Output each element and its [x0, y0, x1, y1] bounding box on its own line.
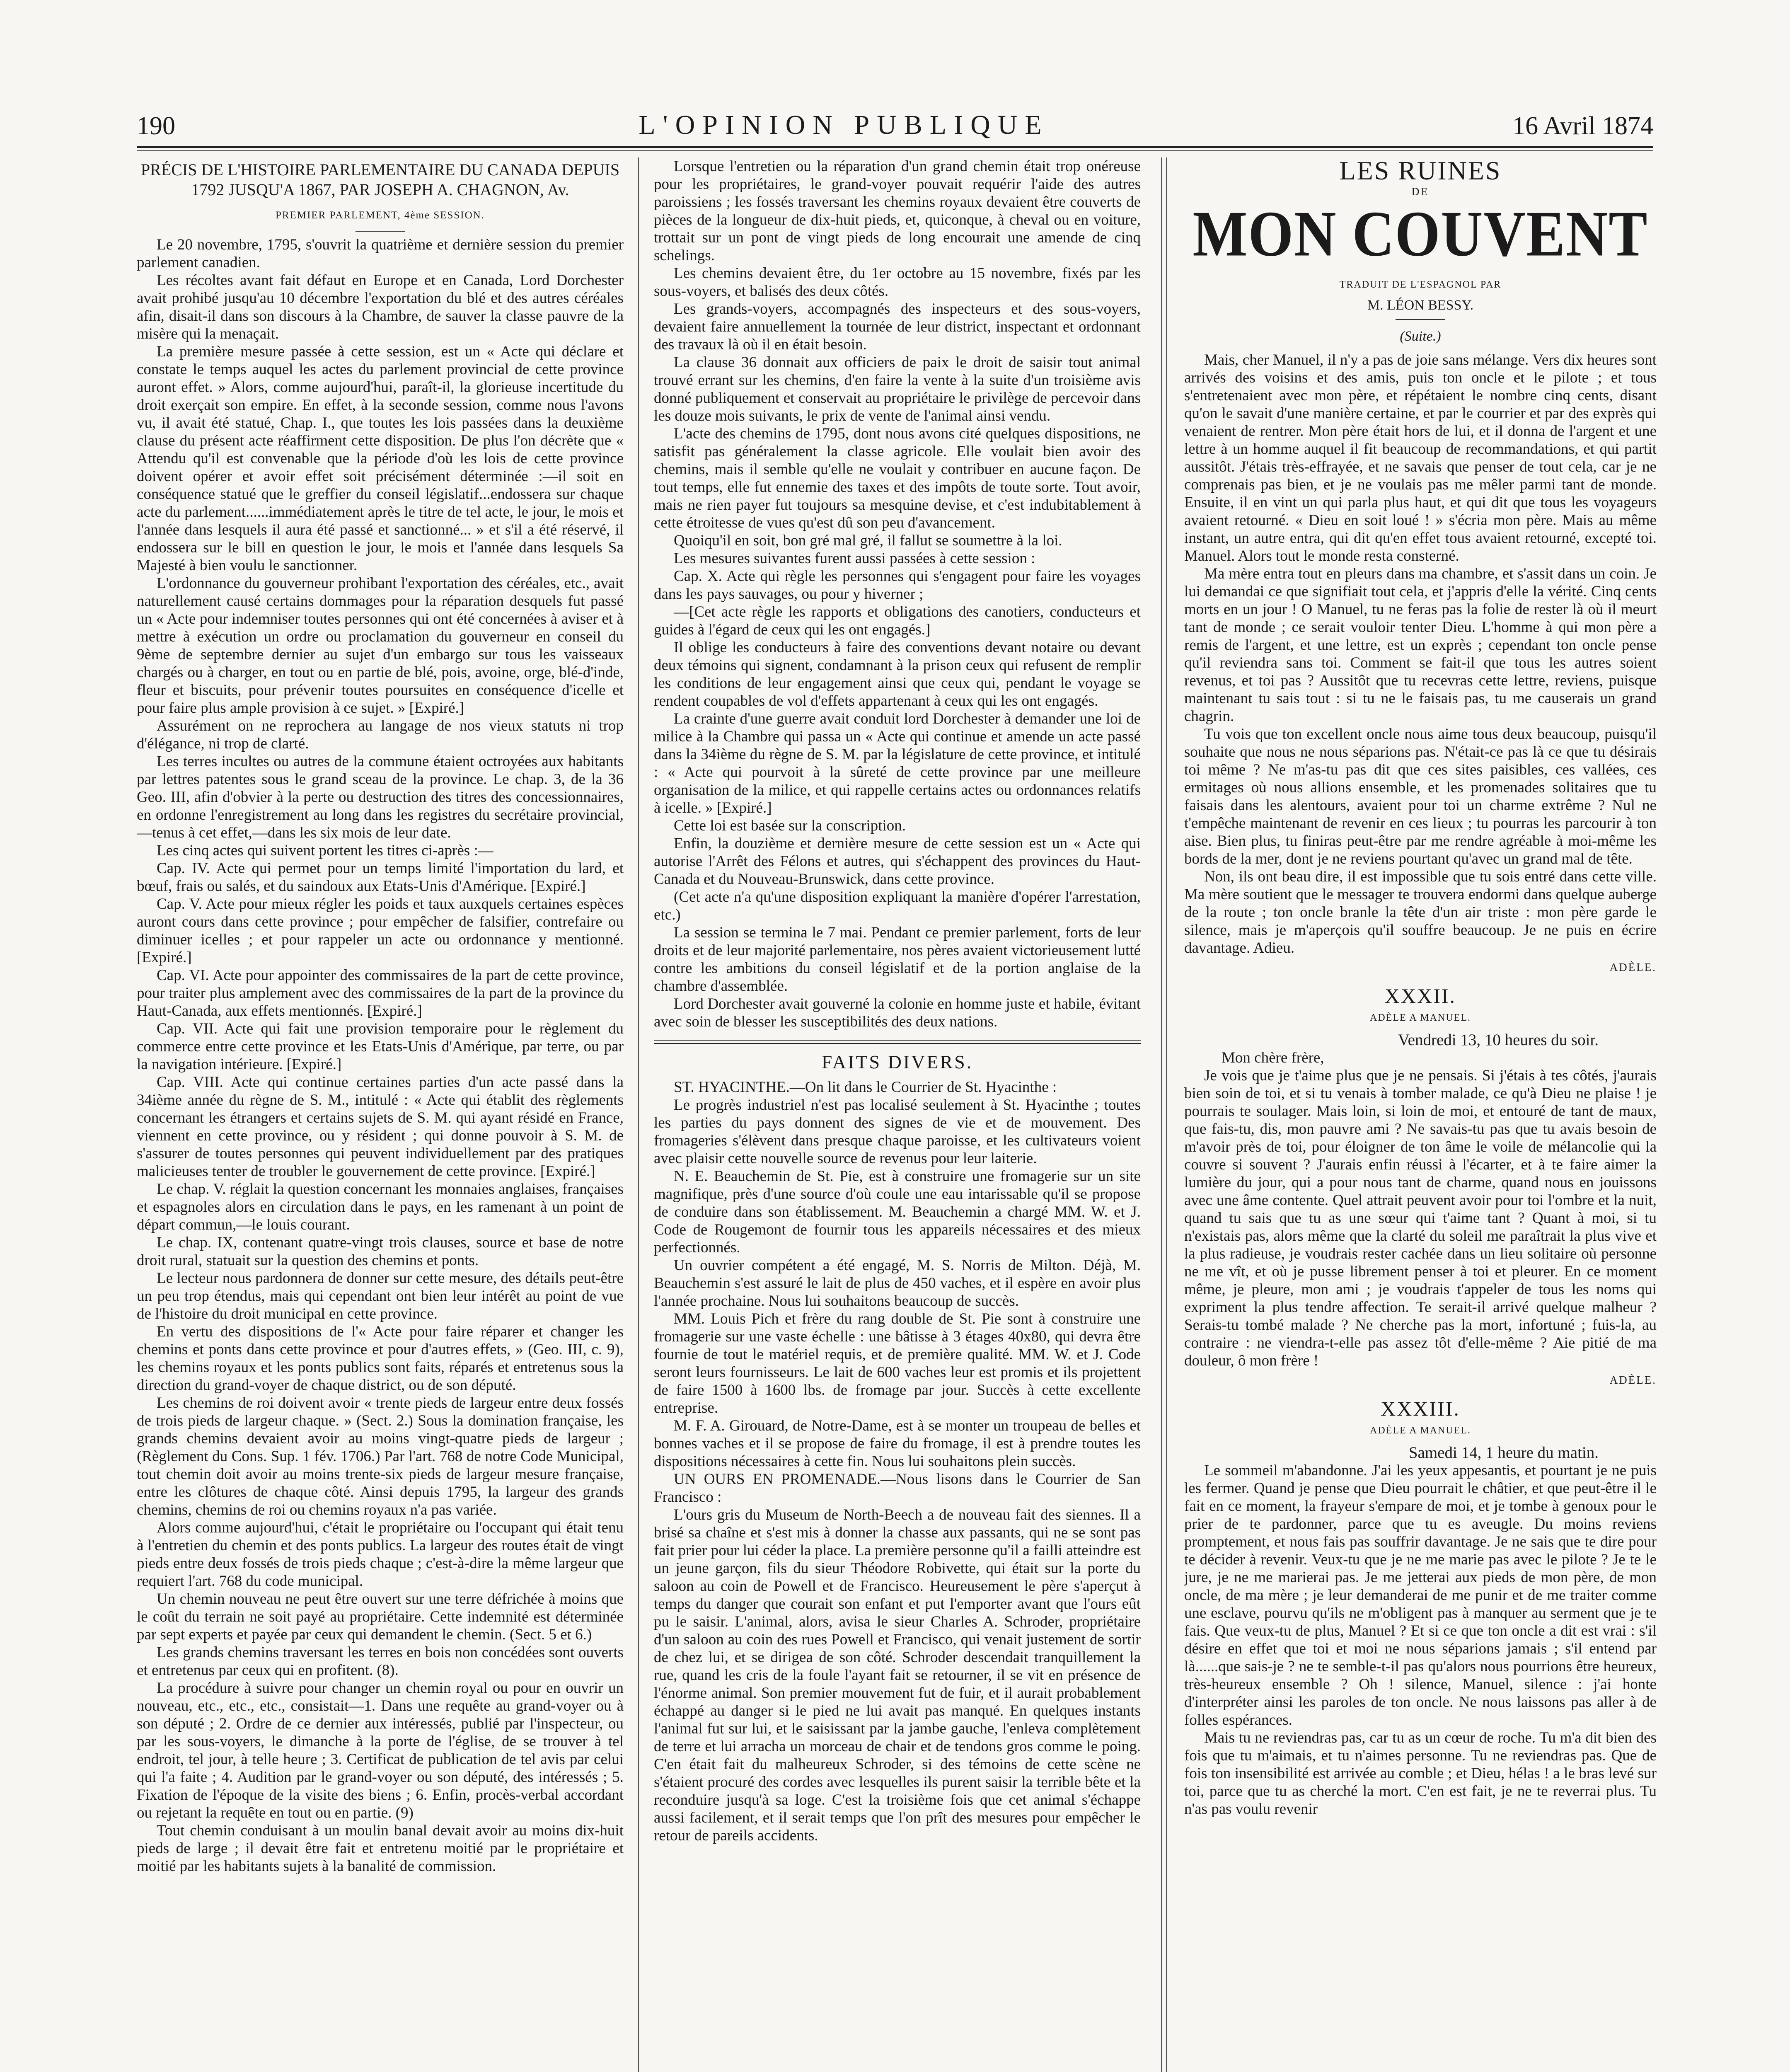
- paragraph: La procédure à suivre pour changer un chemin royal ou pour en ouvrir un nouveau, etc., etc., etc., consistait—1. Dans une requête au grand-voyer ou à son député ; 2. Ordre de ce dernier aux intéressés, publié par l'inspecteur, ou par les sous-voyers, le dimanche à la porte de l'église, de se trouver à tel endroit, tel jour, à telle heure ; 3. Certificat de publication de tel avis par celui qui l'a faite ; 4. Audition par le grand-voyer ou son député, des intéressés ; 5. Fixation de l'époque de la visite des biens ; 6. Enfin, procès-verbal accordant ou rejetant la requête en tout ou en partie. (9): [137, 1680, 624, 1821]
- issue-date: 16 Avril 1874: [1512, 112, 1653, 140]
- paragraph: (Cet acte n'a qu'une disposition expliquant la manière d'opérer l'arrestation, etc.): [654, 888, 1141, 923]
- letter-signature: ADÈLE.: [1609, 1374, 1657, 1386]
- letter-salutation: Mon chère frère,: [1222, 1049, 1324, 1066]
- paragraph: Le sommeil m'abandonne. J'ai les yeux appesantis, et pourtant je ne puis les fermer. Quand je pense que Dieu pourrait le châtier, et que peut-être il le fait en ce moment, la frayeur s'empare de moi, et je tombe à genoux pour le prier de te pardonner, parce que tu es aveugle. Du moins reviens promptement, et nous fais pas souffrir davantage. Je ne sais que te dire pour te décider à revenir. Veux-tu que je ne me marie pas avec le pilote ? Je te le jure, je ne me marierai pas. Je me jetterai aux pieds de mon père, de mon oncle, de ma mère ; je leur demanderai de me punir et de me traiter comme une esclave, pourvu qu'ils ne m'obligent pas à manquer au serment que je te fais. Que veux-tu de plus, Manuel ? Et si ce que ton oncle a dit est vrai : s'il désire en effet que toi et moi ne nous séparions jamais ; s'il entend par là......que sais-je ? ne te semble-t-il pas qu'alors nous pourrions être heureux, très-heureux ensemble ? Oh ! silence, Manuel, silence : j'ai honte d'interpréter ainsi les paroles de ton oncle. Ne nous laissons pas aller à de folles espérances.: [1184, 1462, 1657, 1728]
- divider: [356, 231, 405, 232]
- article-subtitle: PREMIER PARLEMENT, 4ème SESSION.: [275, 210, 485, 221]
- letter-body: [1184, 1067, 1657, 1370]
- article-body: [137, 236, 624, 1875]
- chapter-heading: ADÈLE A MANUEL.: [1370, 1012, 1471, 1023]
- paragraph: La première mesure passée à cette session, est un « Acte qui déclare et constate le temps auquel les actes du parlement provincial de cette province auront effet. » Alors, comme aujourd'hui, paraît-il, la glorieuse incertitude du droit exerçait son empire. En effet, à la seconde session, comme nous l'avons vu, il avait été statué, Chap. I., que toutes les lois passées dans la deuxième clause du présent acte réaffirment cette disposition. De plus l'on décrète que « Attendu qu'il est convenable que la période d'où les lois de cette province doivent opérer et avoir effet soit précisément déterminée :—il soit en conséquence statué que le greffier du conseil législatif...endossera sur chaque acte du parlement......immédiatement après le titre de tel acte, le jour, le mois et l'année dans lesquels il aura été passé et sanctionné... » et s'il a été réservé, il endossera sur le bill en question le jour, le mois et l'année dans lesquels Sa Majesté à bien voulu le sanctionner.: [137, 343, 624, 574]
- paragraph: Assurément on ne reprochera au langage de nos vieux statuts ni trop d'élégance, ni trop de clarté.: [137, 717, 624, 752]
- article-body: [654, 157, 1141, 1031]
- translator-name: M. LÉON BESSY.: [1367, 298, 1474, 313]
- letter-dateline: Samedi 14, 1 heure du matin.: [1408, 1444, 1599, 1462]
- paragraph: Les grands chemins traversant les terres en bois non concédées sont ouverts et entretenus par ceux qui en profitent. (8).: [137, 1644, 624, 1679]
- paragraph: Cap. VIII. Acte qui continue certaines parties d'un acte passé dans la 34ième année du règne de S. M., intitulé : « Acte qui établit des règlements concernant les étrangers et certains sujets de S. M. qui ayant résidé en France, viennent en cette province, ou y résident ; qui donne pouvoir à S. M. de s'assurer de toutes personnes qui peuvent individuellement par des pratiques malicieuses tenter de troubler le gouvernement de cette province. [Expiré.]: [137, 1074, 624, 1180]
- letter-body: [1184, 351, 1657, 957]
- paragraph: —[Cet acte règle les rapports et obligations des canotiers, conducteurs et guides à l'égard de ceux qui les ont engagés.]: [654, 603, 1141, 638]
- paragraph: Cap. V. Acte pour mieux régler les poids et taux auxquels certaines espèces auront cours dans cette province ; pour empêcher de falsifier, contrefaire ou diminuer icelles ; et pour rappeler un acte ou ordonnance y mentionné. [Expiré.]: [137, 896, 624, 966]
- paragraph: Le chap. V. réglait la question concernant les monnaies anglaises, françaises et espagnoles alors en circulation dans le pays, en les ramenant à un point de départ commun,—le louis courant.: [137, 1181, 624, 1233]
- paragraph: Tu vois que ton excellent oncle nous aime tous deux beaucoup, puisqu'il souhaite que nous ne nous séparions pas. N'était-ce pas là ce que tu désirais toi même ? Ne m'as-tu pas dit que ces sites paisibles, ces vallées, ces ermitages où nous allions ensemble, et les promenades solitaires que tu faisais dans les alentours, avaient pour toi un charme extrême ? Nul ne t'empêche maintenant de revenir en ces lieux ; tu pourras les parcourir à ton aise. Bien plus, tu finiras peut-être par me rendre agréable à moi-même les bords de la mer, dont je ne reviens pourtant qu'avec un grand mal de tête.: [1184, 726, 1657, 867]
- paragraph: Cap. VII. Acte qui fait une provision temporaire pour le règlement du commerce entre cette province et les Etats-Unis d'Amérique, par terre, ou par la navigation intérieure. [Expiré.]: [137, 1020, 624, 1073]
- paragraph: UN OURS EN PROMENADE.—Nous lisons dans le Courrier de San Francisco :: [654, 1471, 1141, 1506]
- paragraph: Alors comme aujourd'hui, c'était le propriétaire ou l'occupant qui était tenu à l'entretien du chemin et des ponts publics. La largeur des routes était de vingt pieds entre deux fossés de trois pieds chaque ; c'est-à-dire la même largeur que requiert l'art. 768 du code municipal.: [137, 1519, 624, 1590]
- page-number: 190: [137, 112, 175, 140]
- paragraph: Mais tu ne reviendras pas, car tu as un cœur de roche. Tu m'a dit bien des fois que tu m'aimais, et tu n'aimes personne. Tu ne reviendras pas. Que de fois ton insensibilité est arrivée au comble ; et Dieu, hélas ! a le bras levé sur toi, parce que tu as cherché la mort. C'en est fait, je ne te reverrai plus. Tu n'as pas voulu revenir: [1184, 1729, 1657, 1818]
- article-title: PRÉCIS DE L'HISTOIRE PARLEMENTAIRE DU CANADA DEPUIS 1792 JUSQU'A 1867, PAR JOSEPH A. CHAGNON, Av.: [140, 160, 620, 199]
- paragraph: Il oblige les conducteurs à faire des conventions devant notaire ou devant deux témoins qui signent, condamnant à la prison ceux qui refusent de remplir les conditions de leur engagement ainsi que ceux qui, pendant le voyage se rendent coupables de vol d'effets appartenant à ceux qui les ont engagés.: [654, 639, 1141, 709]
- feuilleton-title-de: DE: [1411, 186, 1430, 198]
- paragraph: Les mesures suivantes furent aussi passées à cette session :: [674, 550, 1035, 567]
- paragraph: Ma mère entra tout en pleurs dans ma chambre, et s'assit dans un coin. Je lui demandai ce que signifiait tout cela, et j'appris d'elle la vérité. Cinq cents morts en un jour ! O Manuel, tu ne feras pas la folie de rester là où il meurt tant de monde ; ce serait vouloir tenter Dieu. L'homme à qui mon père a remis de l'argent, et une lettre, est un exprès ; cependant ton oncle pense qu'il reviendra sans toi. Comment se fait-il que tous les autres soient revenus, et toi pas ? Aussitôt que tu recevras cette lettre, reviens, puisque maintenant tu sais tout : si tu ne le faisais pas, tu me causerais un grand chagrin.: [1184, 565, 1657, 725]
- paragraph: Un ouvrier compétent a été engagé, M. S. Norris de Milton. Déjà, M. Beauchemin s'est assuré le lait de plus de 450 vaches, et il espère en avoir plus l'année prochaine. Nous lui souhaitons beaucoup de succès.: [654, 1257, 1141, 1310]
- translation-credit: TRADUIT DE L'ESPAGNOL PAR: [1339, 279, 1502, 290]
- paragraph: Les cinq actes qui suivent portent les titres ci-après :—: [157, 842, 493, 859]
- paragraph: Lorsque l'entretien ou la réparation d'un grand chemin était trop onéreuse pour les propriétaires, le grand-voyer pouvait requérir l'aide des autres paroissiens ; les fossés traversant les chemins royaux devaient être couverts de pièces de la longueur de dix-huit pieds, et, quiconque, à cheval ou en voiture, trottait sur un pont de vingt pieds de long encourait une amende de cinq schelings.: [654, 158, 1141, 264]
- paragraph: Lord Dorchester avait gouverné la colonie en homme juste et habile, évitant avec soin de blesser les susceptibilités des deux nations.: [654, 995, 1141, 1030]
- paragraph: Je vois que je t'aime plus que je ne pensais. Si j'étais à tes côtés, j'aurais bien soin de toi, et si tu venais à tomber malade, ce qu'à Dieu ne plaise ! je pourrais te soulager. Mais loin, si loin de moi, et entouré de tant de maux, que fais-tu, dis, mon pauvre ami ? Ne savais-tu pas que tu avais besoin de m'avoir près de toi, pour éloigner de ton âme le voile de mélancolie qui la couvre si souvent ? J'aurais enfin réussi à l'écarter, et à te faire aimer la lumière du jour, qui a pour nous tant de charme, quand nous en jouissons avec une âme contente. Quel attrait peuvent avoir pour toi l'ombre et la nuit, quand tu sais que tu as une sœur qui t'aime tant ? Quant à moi, si tu n'existais pas, alors même que la clarté du soleil me paraîtrait la plus vive et la plus radieuse, je voudrais rester cachée dans un lieu solitaire où personne ne me vît, et où je pusse librement penser à toi et pleurer. En ce moment même, je pleure, mon ami ; je voudrais t'appeler de tous les noms qui expriment la plus tendre affection. Te serait-il arrivé quelque malheur ? Serais-tu tombé malade ? Ne cherche pas la mort, infortuné ; fuis-la, au contraire : ne viendra-t-elle pas assez tôt d'elle-même ? Aie pitié de ma douleur, ô mon frère !: [1184, 1067, 1657, 1369]
- column-history-continued: [654, 157, 1141, 2072]
- paragraph: Le 20 novembre, 1795, s'ouvrit la quatrième et dernière session du premier parlement canadien.: [137, 236, 624, 271]
- paragraph: Les chemins de roi doivent avoir « trente pieds de largeur entre deux fossés de trois pieds de largeur chaque. » (Sect. 2.) Sous la domination française, les grands chemins devaient avoir au moins vingt-quatre pieds de largeur ; (Règlement du Cons. Sup. 1 fév. 1706.) Par l'art. 768 de notre Code Municipal, tout chemin doit avoir au moins trente-six pieds de largeur mesure française, entre les clôtures de chaque côté. Ainsi depuis 1795, la largeur des grands chemins, chemins de roi ou chemins royaux n'a pas variée.: [137, 1394, 624, 1518]
- paragraph: Cap. X. Acte qui règle les personnes qui s'engagent pour faire les voyages dans les pays sauvages, ou pour y hiverner ;: [654, 568, 1141, 603]
- paragraph: N. E. Beauchemin de St. Pie, est à construire une fromagerie sur un site magnifique, près d'une source d'où coule une eau intarissable qu'il se propose de conduire dans son établissement. M. Beauchemin a chargé MM. W. et J. Code de Rougemont de fournir tous les appareils nécessaires et des mieux perfectionnés.: [654, 1168, 1141, 1256]
- letter-signature: ADÈLE.: [1609, 961, 1657, 973]
- paragraph: La crainte d'une guerre avait conduit lord Dorchester à demander une loi de milice à la Chambre qui passa un « Acte qui continue et amende un acte passé dans la 34ième du règne de S. M. par la législature de cette province, et intitulé : « Acte qui pourvoit à la sûreté de cette province par une meilleure organisation de la milice, et qui rappelle certains actes ou ordonnances relatifs à icelle. » [Expiré.]: [654, 710, 1141, 816]
- section-title-faits-divers: FAITS DIVERS.: [821, 1051, 973, 1072]
- masthead: L'OPINION PUBLIQUE: [639, 110, 1049, 140]
- paragraph: MM. Louis Pich et frère du rang double de St. Pie sont à construire une fromagerie sur une vaste échelle : une bâtisse à 3 étages 40x80, qui devra être fournie de tout le matériel requis, et de première qualité. MM. W. et J. Code seront leurs fournisseurs. Le lait de 600 vaches leur est promis et ils projettent de faire 1500 à 1600 lbs. de fromage par jour. Succès à cette excellente entreprise.: [654, 1310, 1141, 1416]
- paragraph: L'ordonnance du gouverneur prohibant l'exportation des céréales, etc., avait naturellement causé certains dommages pour la réparation desquels fut passé un « Acte pour indemniser toutes personnes qui ont été concernées à aviser et à mettre à exécution un ordre ou proclamation du gouverneur en conseil du 9ème de septembre dernier au sujet d'un embargo sur tous les vaisseaux chargés ou à charger, en tout ou en partie de blé, pois, avoine, orge, blé-d'inde, fleur et biscuits, pour prévenir toutes poursuites en conséquence d'icelle et pour faire plus ample provision à ce sujet. » [Expiré.]: [137, 575, 624, 716]
- paragraph: M. F. A. Girouard, de Notre-Dame, est à se monter un troupeau de belles et bonnes vaches et il se propose de faire du fromage, il est à prendre toutes les dispositions nécessaires à cette fin. Nous lui souhaitons plein succès.: [654, 1417, 1141, 1470]
- continuation-label: (Suite.): [1400, 329, 1441, 344]
- paragraph: La session se termina le 7 mai. Pendant ce premier parlement, forts de leur droits et de leur majorité parlementaire, nos pères avaient victorieusement lutté contre les ambitions du conseil législatif et de la portion anglaise de la chambre d'assemblée.: [654, 924, 1141, 995]
- feuilleton-title: MON COUVENT: [1193, 198, 1648, 270]
- paragraph: L'acte des chemins de 1795, dont nous avons cité quelques dispositions, ne satisfit pas généralement la classe agricole. Elle voulait bien avoir des chemins, mais il semble qu'elle ne voulait y contribuer en aucune façon. De tout temps, elle fut ennemie des taxes et des impôts de toute sorte. Tout avoir, mais ne rien payer fut toujours sa mesquine devise, et c'est indubitablement à cette étroitesse de vues qu'est dû son peu d'avancement.: [654, 425, 1141, 531]
- paragraph: ST. HYACINTHE.—On lit dans le Courrier de St. Hyacinthe :: [674, 1079, 1057, 1096]
- paragraph: Le chap. IX, contenant quatre-vingt trois clauses, source et base de notre droit rural, statuait sur la question des chemins et ponts.: [137, 1234, 624, 1269]
- chapter-number: XXXII.: [1384, 984, 1456, 1007]
- paragraph: Non, ils ont beau dire, il est impossible que tu sois entré dans cette ville. Ma mère soutient que le messager te trouvera endormi dans quelque auberge de la route ; ton oncle branle la tête d'un air triste : mon père garde le silence, mais je m'aperçois qu'il souffre beaucoup. Je ne puis en écrire davantage. Adieu.: [1184, 868, 1657, 956]
- paragraph: Le lecteur nous pardonnera de donner sur cette mesure, des détails peut-être un peu trop étendus, mais qui cependant ont bien leur intérêt au point de vue de l'histoire du droit municipal en cette province.: [137, 1270, 624, 1322]
- column-divider: [1166, 157, 1167, 2072]
- paragraph: En vertu des dispositions de l'« Acte pour faire réparer et changer les chemins et ponts dans cette province et pour d'autres effets, » (Geo. III, c. 9), les chemins royaux et les ponts publics sont faits, réparés et entretenus sous la direction du grand-voyer de chaque district, ou de son député.: [137, 1323, 624, 1394]
- paragraph: Le progrès industriel n'est pas localisé seulement à St. Hyacinthe ; toutes les parties du pays donnent des signes de vie et de mouvement. Des fromageries s'élèvent dans presque chaque paroisse, et les cultivateurs voient avec plaisir cette nouvelle source de revenus pour leur laiterie.: [654, 1097, 1141, 1167]
- section-divider: [654, 1040, 1141, 1044]
- paragraph: La clause 36 donnait aux officiers de paix le droit de saisir tout animal trouvé errant sur les chemins, d'en faire la vente à la suite d'un troisième avis donné publiquement et conservait au propriétaire le privilège de percevoir dans les douze mois suivants, le prix de vente de l'animal ainsi vendu.: [654, 354, 1141, 424]
- paragraph: Les chemins devaient être, du 1er octobre au 15 novembre, fixés par les sous-voyers, et balisés des deux côtés.: [654, 265, 1141, 300]
- paragraph: Cap. IV. Acte qui permet pour un temps limité l'importation du lard, et bœuf, frais ou salés, et du saindoux aux Etats-Unis d'Amérique. [Expiré.]: [137, 860, 624, 895]
- paragraph: Quoiqu'il en soit, bon gré mal gré, il fallut se soumettre à la loi.: [674, 532, 1062, 549]
- paragraph: Cap. VI. Acte pour appointer des commissaires de la part de cette province, pour traiter plus amplement avec des commissaires de la part de la province du Haut-Canada, aux effets mentionnés. [Expiré.]: [137, 967, 624, 1019]
- divider: [1396, 319, 1445, 320]
- chapter-number: XXXIII.: [1381, 1397, 1460, 1420]
- paragraph: Les terres incultes ou autres de la commune étaient octroyées aux habitants par lettres patentes sous le grand sceau de la province. Le chap. 3, de la 36 Geo. III, afin d'obvier à la perte ou destruction des titres des concessionnaires, en ordonne l'enregistrement au long dans les registres du secrétaire provincial,—tenus à cet effet,—dans les six mois de leur date.: [137, 753, 624, 841]
- faits-divers-body: [654, 1078, 1141, 1844]
- column-feuilleton: [1184, 157, 1657, 2072]
- paragraph: Les grands-voyers, accompagnés des inspecteurs et des sous-voyers, devaient faire annuellement la tournée de leur district, inspectant et ordonnant des travaux là où il en était besoin.: [654, 300, 1141, 353]
- page-header: [137, 99, 1653, 141]
- feuilleton-title-top: LES RUINES: [1339, 157, 1502, 185]
- column-history: [137, 157, 624, 2072]
- paragraph: Les récoltes avant fait défaut en Europe et en Canada, Lord Dorchester avait prohibé jusqu'au 10 décembre l'exportation du blé et des autres céréales afin, disait-il dans son discours à la Chambre, de sauver la classe pauvre de la misère qui la menaçait.: [137, 272, 624, 342]
- column-divider: [1161, 157, 1162, 2072]
- paragraph: Un chemin nouveau ne peut être ouvert sur une terre défrichée à moins que le coût du terrain ne soit payé au propriétaire. Cette indemnité est déterminée par sept experts et payée par ceux qui demandent le chemin. (Sect. 5 et 6.): [137, 1590, 624, 1643]
- column-divider: [638, 157, 639, 2072]
- paragraph: Tout chemin conduisant à un moulin banal devait avoir au moins dix-huit pieds de large ; il devait être fait et entretenu moitié par le propriétaire et moitié par les habitants sujets à la banalité de commission.: [137, 1822, 624, 1875]
- letter-dateline: Vendredi 13, 10 heures du soir.: [1398, 1031, 1599, 1049]
- chapter-heading: ADÈLE A MANUEL.: [1370, 1425, 1471, 1436]
- paragraph: Enfin, la douzième et dernière mesure de cette session est un « Acte qui autorise l'Arrêt des Félons et autres, qui s'échappent des provinces du Haut-Canada et du Nouveau-Brunswick, dans cette province.: [654, 835, 1141, 888]
- letter-body: [1184, 1462, 1657, 1818]
- paragraph: L'ours gris du Museum de North-Beech a de nouveau fait des siennes. Il a brisé sa chaîne et s'est mis à donner la chasse aux passants, qui ne se sont pas fait prier pour lui céder la place. La première personne qu'il a failli atteindre est un jeune garçon, fils du sieur Théodore Robivette, qui était sur la porte du saloon au coin de Powell et de Francisco. Heureusement le père s'aperçut à temps du danger que courait son enfant et put l'emporter avant que l'ours eût pu le saisir. L'animal, alors, avisa le sieur Charles A. Schroder, propriétaire d'un saloon au coin des rues Powell et Francisco, qui venait justement de sortir de chez lui, et se dirigea de son côté. Schroder descendait tranquillement la rue, quand les cris de la foule l'ayant fait se retourner, il se vit en présence de l'énorme animal. Son premier mouvement fut de fuir, et il aurait probablement échappé au danger si le pied ne lui avait pas manqué. En quelques instants l'animal fut sur lui, et le saisissant par la jambe gauche, l'enleva complètement de terre et lui arracha un morceau de chair et de tendons gros comme le poing. C'en était fait du malheureux Schroder, si des témoins de cette scène ne s'étaient procuré des cordes avec lesquelles ils purent saisir la terrible bête et la reconduire jusqu'à sa loge. C'est la troisième fois que cet animal s'échappe aussi facilement, et il serait temps que l'on prît des mesures pour empêcher le retour de pareils accidents.: [654, 1506, 1141, 1844]
- paragraph: Mais, cher Manuel, il n'y a pas de joie sans mélange. Vers dix heures sont arrivés des voisins et des amis, puis ton oncle et le pilote ; et tous s'entretenaient avec mon père, et répétaient le nombre cinq cents, disant qu'on le savait d'une manière certaine, et par le courrier et par des exprès qui venaient de rentrer. Mon père était hors de lui, et il donna de l'argent et une lettre à un homme auquel il fit beaucoup de recommandations, et qui partit aussitôt. J'étais très-effrayée, et ne savais que penser de tout cela, car je ne comprenais pas bien, et je ne voulais pas me mêler parmi tant de monde. Ensuite, il en vint un qui parla plus haut, et qui dit que tous les voyageurs avaient retourné. « Dieu en soit loué ! » s'écria mon père. Mais au même instant, un autre entra, qui dit qu'en effet tous avaient retourné, excepté toi. Manuel. Alors tout le monde resta consterné.: [1184, 351, 1657, 564]
- header-rule: [137, 146, 1653, 151]
- paragraph: Cette loi est basée sur la conscription.: [674, 817, 906, 834]
